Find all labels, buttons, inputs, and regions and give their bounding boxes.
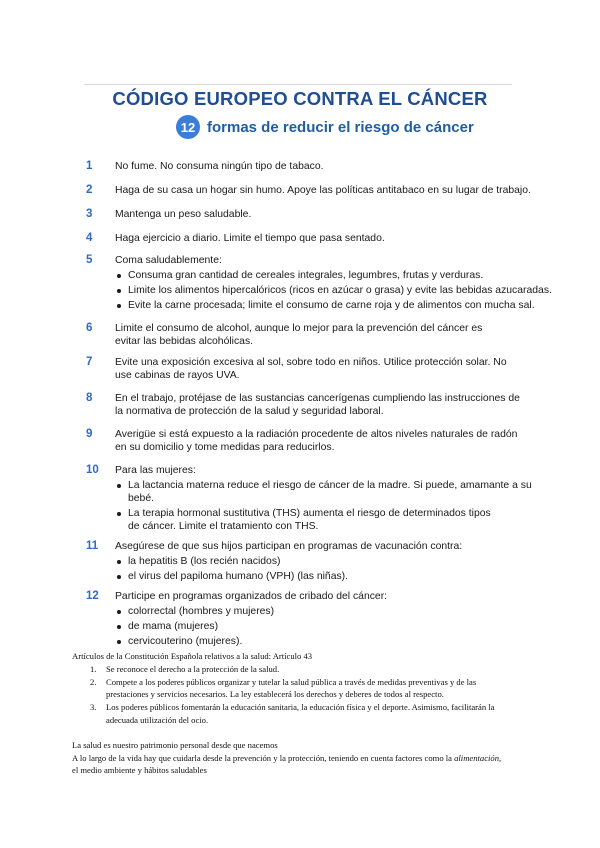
bullet-point bbox=[115, 605, 387, 618]
bullet-text: Limite los alimentos hipercalóricos (ricos en azúcar o grasa) y evite las bebidas azucaradas. bbox=[128, 285, 552, 296]
item-text: Participe en programas organizados de cribado del cáncer: bbox=[115, 591, 388, 602]
item-text: Para las mujeres: bbox=[115, 465, 196, 476]
item-number: 2 bbox=[86, 184, 93, 196]
item-text: use cabinas de rayos UVA. bbox=[115, 370, 240, 381]
number-badge: 12 bbox=[176, 115, 200, 139]
bullet-point bbox=[115, 620, 387, 633]
bullet-text: el virus del papiloma humano (VPH) (las niñas). bbox=[128, 571, 349, 582]
point-text: Los poderes públicos fomentarán la educación sanitaria, la educación física y el deporte. Asimismo, facilitarán la bbox=[106, 702, 495, 713]
point-text: Compete a los poderes públicos organizar y tutelar la salud pública a través de medidas preventivas y de las bbox=[106, 676, 477, 687]
item-number: 7 bbox=[86, 356, 93, 368]
bullet-text: de mama (mujeres) bbox=[128, 621, 219, 632]
item-text: en su domicilio y tome medidas para reducirlos. bbox=[115, 442, 335, 453]
item-text: Averigüe si está expuesto a la radiación procedente de altos niveles naturales de radón bbox=[115, 429, 518, 440]
closing-line-2: A lo largo de la vida hay que cuidarla desde la prevención y la protección, teniendo en cuenta factores como la alimentación, bbox=[72, 752, 502, 763]
item-number: 1 bbox=[86, 160, 93, 172]
point-number: 2. bbox=[90, 676, 97, 687]
bullet-point bbox=[115, 555, 462, 568]
item-text: Limite el consumo de alcohol, aunque lo mejor para la prevención del cáncer es bbox=[115, 323, 483, 334]
subtitle-text: formas de reducir el riesgo de cáncer bbox=[207, 118, 474, 136]
item-text: Coma saludablemente: bbox=[115, 255, 222, 266]
point-text: prestaciones y servicios necesarios. La ley establecerá los derechos y deberes de todos al respecto. bbox=[106, 689, 444, 700]
closing-line-3: el medio ambiente y hábitos saludables bbox=[72, 765, 207, 776]
bullet-text: La lactancia materna reduce el riesgo de cáncer de la madre. Si puede, amamante a su bbox=[128, 480, 532, 491]
article-heading: Artículos de la Constitución Española relativos a la salud: Artículo 43 bbox=[72, 651, 313, 661]
item-number: 10 bbox=[86, 464, 99, 476]
item-text: En el trabajo, protéjase de las sustancias cancerígenas cumpliendo las instrucciones de bbox=[115, 393, 520, 404]
subtitle bbox=[176, 115, 474, 139]
item-number: 9 bbox=[86, 428, 93, 440]
item-text: la normativa de protección de la salud y seguridad laboral. bbox=[115, 406, 384, 417]
bullet-point bbox=[115, 635, 387, 648]
item-text: Haga ejercicio a diario. Limite el tiempo que pasa sentado. bbox=[115, 233, 385, 244]
item-text: Asegúrese de que sus hijos participan en programas de vacunación contra: bbox=[115, 541, 463, 552]
item-number: 6 bbox=[86, 322, 93, 334]
item-text: Evite una exposición excesiva al sol, sobre todo en niños. Utilice protección solar. No bbox=[115, 357, 507, 368]
bullet-text: colorrectal (hombres y mujeres) bbox=[128, 606, 275, 617]
item-number: 3 bbox=[86, 208, 93, 220]
item-number: 11 bbox=[86, 540, 99, 552]
item-number: 4 bbox=[86, 232, 93, 244]
item-text: No fume. No consuma ningún tipo de tabaco. bbox=[115, 161, 324, 172]
item-number: 5 bbox=[86, 254, 93, 266]
point-text: Se reconoce el derecho a la protección de la salud. bbox=[106, 663, 280, 674]
bullet-text: la hepatitis B (los recién nacidos) bbox=[128, 556, 281, 567]
top-divider bbox=[84, 84, 512, 85]
point-number: 1. bbox=[90, 663, 97, 674]
item-number: 12 bbox=[86, 590, 99, 602]
bullet-point bbox=[115, 269, 552, 282]
bullet-point bbox=[115, 570, 462, 583]
item-number: 8 bbox=[86, 392, 93, 404]
bullet-point bbox=[115, 299, 552, 312]
bullet-point bbox=[115, 507, 532, 533]
bullet-text: La terapia hormonal sustitutiva (THS) aumenta el riesgo de determinados tipos bbox=[128, 508, 491, 519]
point-text: adecuada utilización del ocio. bbox=[106, 714, 209, 725]
bullet-text: Evite la carne procesada; limite el consumo de carne roja y de alimentos con mucha sal. bbox=[128, 300, 535, 311]
bullet-text: cervicouterino (mujeres). bbox=[128, 636, 243, 647]
page-title: CÓDIGO EUROPEO CONTRA EL CÁNCER bbox=[112, 88, 488, 109]
point-number: 3. bbox=[90, 702, 97, 713]
bullet-text: bebé. bbox=[128, 493, 155, 504]
article-points bbox=[72, 663, 552, 727]
constitution-section bbox=[72, 650, 552, 777]
item-text: Haga de su casa un hogar sin humo. Apoye las políticas antitabaco en su lugar de trabajo. bbox=[115, 185, 531, 196]
bullet-text: Consuma gran cantidad de cereales integrales, legumbres, frutas y verduras. bbox=[128, 270, 484, 281]
article-point bbox=[72, 676, 552, 702]
closing-line-1: La salud es nuestro patrimonio personal desde que nacemos bbox=[72, 739, 278, 750]
italic-word: alimentación bbox=[454, 752, 499, 763]
article-point bbox=[72, 663, 552, 676]
article-point bbox=[72, 701, 552, 727]
bullet-text: de cáncer. Limite el tratamiento con THS. bbox=[128, 521, 319, 532]
item-text: evitar las bebidas alcohólicas. bbox=[115, 336, 254, 347]
bullet-point bbox=[115, 479, 532, 505]
bullet-point bbox=[115, 284, 552, 297]
item-text: Mantenga un peso saludable. bbox=[115, 209, 252, 220]
